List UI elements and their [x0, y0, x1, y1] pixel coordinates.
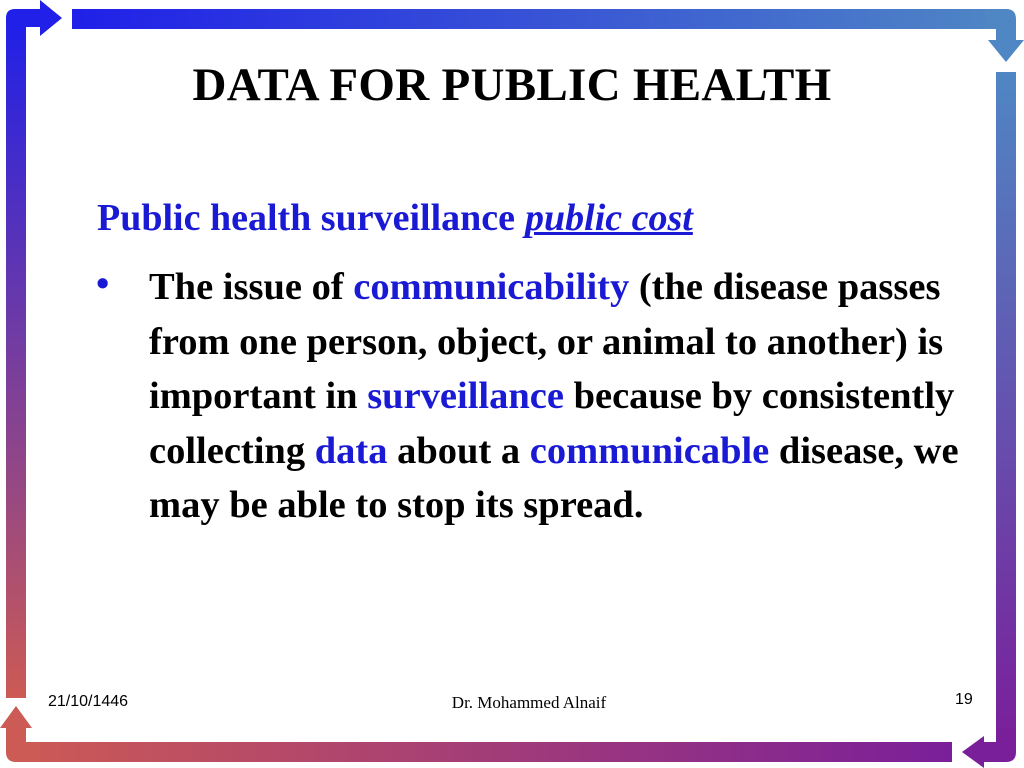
bullet-marker: • — [96, 263, 110, 305]
keyword-communicable: communicable — [529, 429, 770, 472]
bullet-text-4: about a — [387, 429, 530, 472]
keyword-communicability: communicability — [353, 266, 630, 308]
bullet-text-3: because by consistently collecting — [149, 375, 955, 472]
frame-top-bar — [72, 9, 1002, 29]
frame-arrow-bottom-left-icon — [0, 706, 40, 762]
keyword-surveillance: surveillance — [367, 375, 564, 417]
slide-subtitle — [97, 196, 693, 240]
frame-bottom-bar — [22, 742, 952, 762]
footer-page-number: 19 — [955, 691, 973, 708]
bullet-text-1: The issue of — [149, 266, 354, 308]
keyword-data: data — [314, 429, 388, 472]
bullet-text-2: (the disease passes from one person, object, or animal to another) is important in — [149, 266, 944, 417]
footer-date: 21/10/1446 — [48, 693, 129, 710]
footer-author: Dr. Mohammed Alnaif — [451, 693, 607, 712]
subtitle-emphasis: public cost — [525, 197, 693, 239]
slide-title: DATA FOR PUBLIC HEALTH — [192, 59, 832, 111]
subtitle-main: Public health surveillance — [97, 197, 515, 239]
frame-right-bar — [996, 72, 1016, 744]
bullet-paragraph — [149, 260, 969, 533]
frame-arrow-top-left-icon — [6, 0, 62, 40]
frame-left-bar — [6, 22, 26, 698]
bullet-text-5: disease, we may be able to stop its spread. — [149, 429, 959, 526]
frame-arrow-top-right-icon — [985, 9, 1024, 62]
frame-arrow-bottom-right-icon — [962, 728, 1016, 768]
